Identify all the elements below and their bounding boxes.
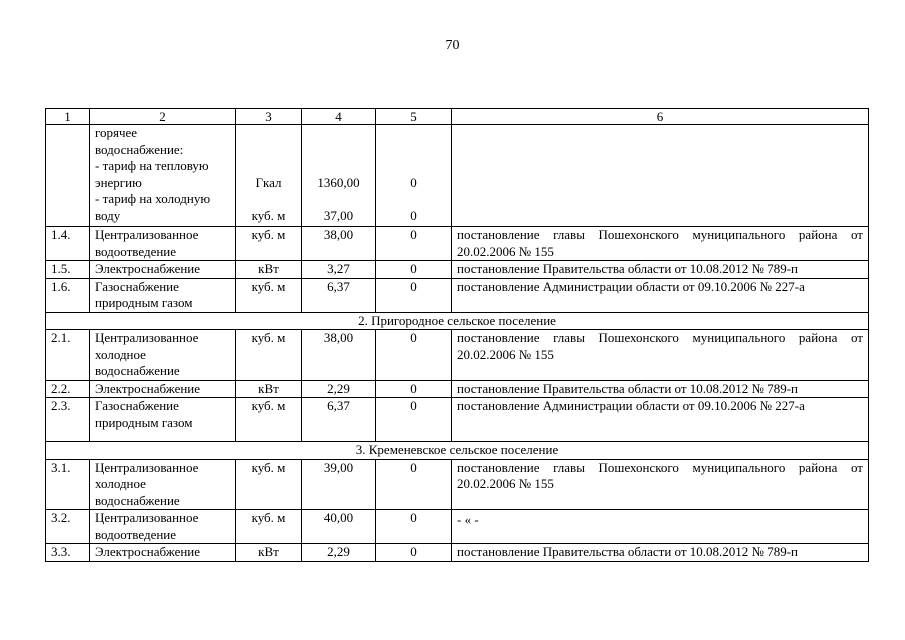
document-cell: постановление Администрации области от 09.10.2006 № 227-а <box>452 278 869 312</box>
header-row <box>46 109 869 125</box>
unit-cell <box>236 125 302 227</box>
table-row <box>46 261 869 279</box>
row-number-cell: 2.1. <box>46 330 90 381</box>
column5-line <box>381 125 446 142</box>
document-cell: постановление Администрации области от 09.10.2006 № 227-а <box>452 398 869 442</box>
service-name-cell: Газоснабжение природным газом <box>90 398 236 442</box>
document-cell: постановление Правительства области от 10.08.2012 № 789-п <box>452 261 869 279</box>
value-cell: 2,29 <box>302 380 376 398</box>
service-name-line: - тариф на холодную <box>95 191 211 206</box>
section-title: 3. Кременевское сельское поселение <box>46 442 869 460</box>
document-cell <box>452 510 869 544</box>
value-cell: 6,37 <box>302 278 376 312</box>
row-number-cell: 1.4. <box>46 227 90 261</box>
header-cell: 2 <box>90 109 236 125</box>
unit-cell: куб. м <box>236 398 302 442</box>
ditto-mark: - « - <box>457 512 479 527</box>
section-row <box>46 442 869 460</box>
column5-cell: 0 <box>376 330 452 381</box>
document-cell <box>452 125 869 227</box>
table-row <box>46 459 869 510</box>
table-row <box>46 330 869 381</box>
header-cell: 5 <box>376 109 452 125</box>
row-number-cell: 1.6. <box>46 278 90 312</box>
table-row <box>46 380 869 398</box>
header-cell: 4 <box>302 109 376 125</box>
header-cell: 6 <box>452 109 869 125</box>
value-line <box>307 142 370 159</box>
page-number: 70 <box>445 38 460 53</box>
unit-line <box>241 158 296 175</box>
section-title: 2. Пригородное сельское поселение <box>46 312 869 330</box>
column5-cell: 0 <box>376 398 452 442</box>
value-cell <box>302 125 376 227</box>
unit-cell: кВт <box>236 544 302 562</box>
column5-line: 0 <box>410 174 417 190</box>
service-name-line: воду <box>95 207 121 223</box>
row-number-cell: 2.2. <box>46 380 90 398</box>
row-number-cell: 3.3. <box>46 544 90 562</box>
row-number-cell: 3.1. <box>46 459 90 510</box>
column5-cell: 0 <box>376 459 452 510</box>
value-line <box>307 158 370 175</box>
section-row <box>46 312 869 330</box>
service-name-cell: Электроснабжение <box>90 380 236 398</box>
header-cell: 3 <box>236 109 302 125</box>
unit-cell: куб. м <box>236 459 302 510</box>
value-line: 37,00 <box>323 207 354 223</box>
value-line <box>307 125 370 142</box>
row-number-cell: 3.2. <box>46 510 90 544</box>
service-name-line: водоснабжение: <box>95 141 184 157</box>
unit-line: Гкал <box>255 174 282 190</box>
table-row <box>46 278 869 312</box>
unit-cell: куб. м <box>236 227 302 261</box>
row-number-cell: 1.5. <box>46 261 90 279</box>
column5-cell: 0 <box>376 544 452 562</box>
tariff-table <box>45 108 869 562</box>
column5-cell: 0 <box>376 380 452 398</box>
service-name-cell: Электроснабжение <box>90 261 236 279</box>
column5-line: 0 <box>410 207 417 223</box>
table-row <box>46 227 869 261</box>
unit-line <box>241 142 296 159</box>
column5-cell: 0 <box>376 261 452 279</box>
service-name-cell: Газоснабжение природным газом <box>90 278 236 312</box>
service-name-cell: Электроснабжение <box>90 544 236 562</box>
service-name-cell: Централизованное холодное водоснабжение <box>90 459 236 510</box>
service-name-cell: Централизованное водоотведение <box>90 510 236 544</box>
table-row <box>46 510 869 544</box>
document-cell: постановление главы Пошехонского муниципального района от 20.02.2006 № 155 <box>452 227 869 261</box>
value-cell: 3,27 <box>302 261 376 279</box>
table-row <box>46 398 869 442</box>
column5-line <box>381 158 446 175</box>
row-number-cell: 2.3. <box>46 398 90 442</box>
value-line <box>307 191 370 208</box>
unit-line <box>241 125 296 142</box>
service-name-cell: Централизованное холодное водоснабжение <box>90 330 236 381</box>
document-cell: постановление Правительства области от 10.08.2012 № 789-п <box>452 544 869 562</box>
value-cell: 38,00 <box>302 330 376 381</box>
table-row <box>46 125 869 227</box>
value-cell: 2,29 <box>302 544 376 562</box>
column5-line <box>381 142 446 159</box>
column5-cell: 0 <box>376 227 452 261</box>
document-cell: постановление главы Пошехонского муниципального района от 20.02.2006 № 155 <box>452 459 869 510</box>
unit-line <box>241 191 296 208</box>
column5-cell <box>376 125 452 227</box>
service-name-line: горячее <box>95 125 138 140</box>
unit-cell: куб. м <box>236 510 302 544</box>
service-name-line: - тариф на тепловую <box>95 158 209 173</box>
document-cell: постановление главы Пошехонского муниципального района от 20.02.2006 № 155 <box>452 330 869 381</box>
service-name-cell <box>90 125 236 227</box>
value-cell: 40,00 <box>302 510 376 544</box>
column5-cell: 0 <box>376 278 452 312</box>
column5-cell: 0 <box>376 510 452 544</box>
table-row <box>46 544 869 562</box>
value-cell: 6,37 <box>302 398 376 442</box>
document-cell: постановление Правительства области от 10.08.2012 № 789-п <box>452 380 869 398</box>
service-name-cell: Централизованное водоотведение <box>90 227 236 261</box>
value-cell: 39,00 <box>302 459 376 510</box>
value-line: 1360,00 <box>317 174 360 190</box>
unit-cell: кВт <box>236 261 302 279</box>
column5-line <box>381 191 446 208</box>
row-number-cell <box>46 125 90 227</box>
header-cell: 1 <box>46 109 90 125</box>
value-cell: 38,00 <box>302 227 376 261</box>
unit-cell: куб. м <box>236 330 302 381</box>
unit-cell: кВт <box>236 380 302 398</box>
service-name-line: энергию <box>95 174 142 190</box>
unit-cell: куб. м <box>236 278 302 312</box>
unit-line: куб. м <box>251 207 286 223</box>
